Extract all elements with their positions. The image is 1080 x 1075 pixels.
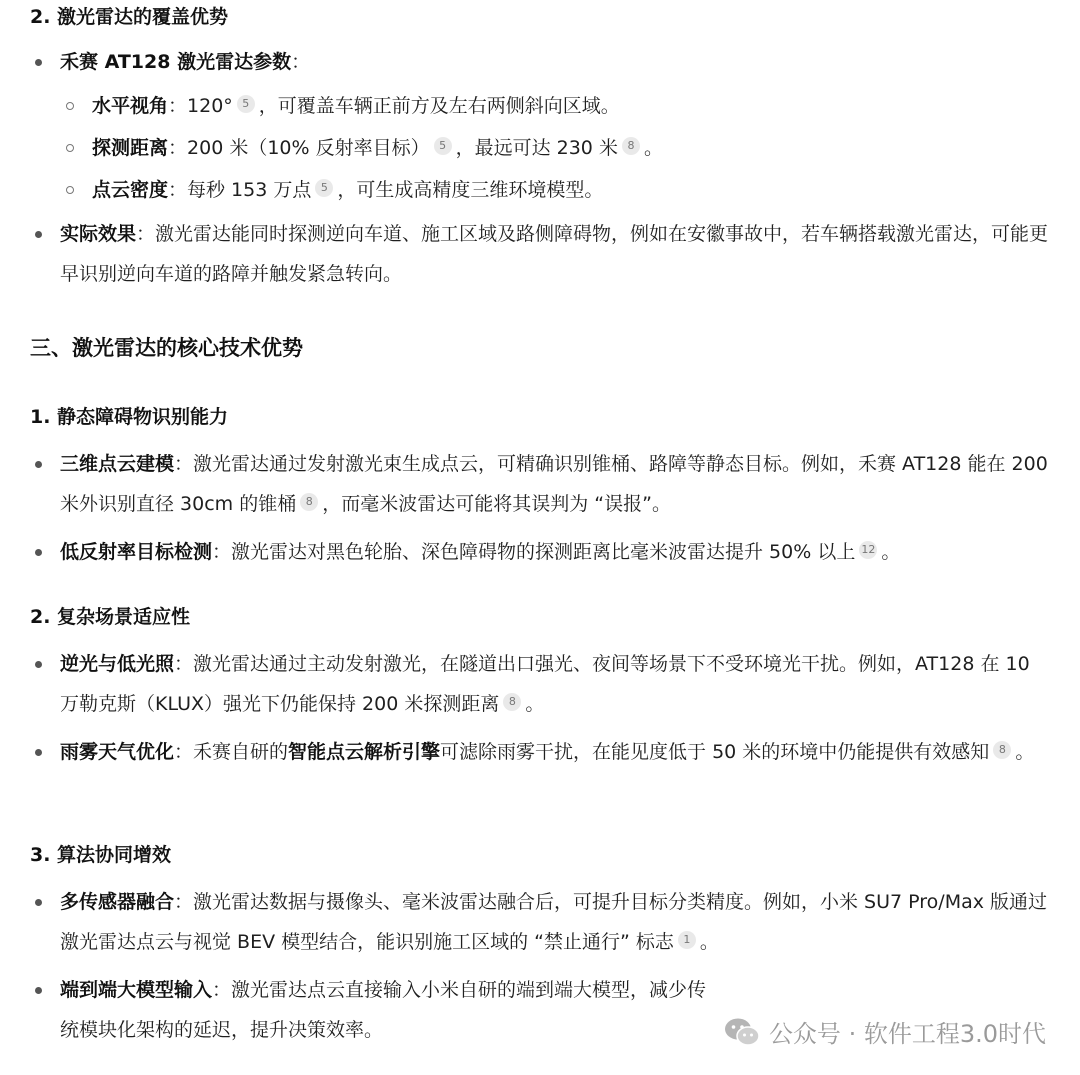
chapter-heading: 三、激光雷达的核心技术优势 xyxy=(30,336,303,360)
item-colon: ： xyxy=(291,51,311,73)
item-text: ：每秒 153 万点 xyxy=(168,179,312,201)
coverage-effect-list xyxy=(30,214,1054,294)
citation-badge[interactable]: 5 xyxy=(434,137,452,155)
item-text: ：激光雷达点云直接输入小米自研的端到端大模型，减少传统模块化架构的延迟，提升决策效率。 xyxy=(60,979,707,1041)
list-item xyxy=(30,444,1054,524)
citation-badge[interactable]: 8 xyxy=(993,741,1011,759)
param-sublist xyxy=(30,86,1054,210)
item-text: 可滤除雨雾干扰，在能见度低于 50 米的环境中仍能提供有效感知 xyxy=(440,741,990,763)
item-text: 。 xyxy=(699,931,719,953)
item-key: 多传感器融合 xyxy=(60,891,175,913)
item-text: ：200 米（10% 反射率目标） xyxy=(168,137,430,159)
citation-badge[interactable]: 8 xyxy=(300,493,318,511)
citation-badge[interactable]: 8 xyxy=(503,693,521,711)
item-text: ：激光雷达通过发射激光束生成点云，可精确识别锥桶、路障等静态目标。例如，禾赛 AT128 能在 200 米外识别直径 30cm 的锥桶 xyxy=(60,453,1048,515)
wechat-icon xyxy=(723,1017,761,1047)
section-heading-coverage: 2. 激光雷达的覆盖优势 xyxy=(30,6,229,28)
item-text: ，而毫米波雷达可能将其误判为 “误报”。 xyxy=(322,493,671,515)
citation-badge[interactable]: 8 xyxy=(622,137,640,155)
item-text: ：禾赛自研的 xyxy=(174,741,289,763)
item-text: ，可覆盖车辆正前方及左右两侧斜向区域。 xyxy=(258,95,620,117)
list-item xyxy=(30,732,1054,772)
list-item xyxy=(30,170,1054,210)
item-key: 低反射率目标检测 xyxy=(60,541,213,563)
item-text: 。 xyxy=(525,693,545,715)
item-key: 三维点云建模 xyxy=(60,453,175,475)
coverage-list xyxy=(30,42,1054,82)
watermark xyxy=(723,1014,1046,1049)
list-item xyxy=(30,42,1054,82)
static-list xyxy=(30,444,1054,572)
item-text: ，可生成高精度三维环境模型。 xyxy=(337,179,604,201)
item-key: 实际效果 xyxy=(60,223,137,245)
list-item xyxy=(30,128,1054,168)
list-item xyxy=(30,86,1054,126)
item-text: ：激光雷达对黑色轮胎、深色障碍物的探测距离比毫米波雷达提升 50% 以上 xyxy=(212,541,856,563)
item-key: 端到端大模型输入 xyxy=(60,979,213,1001)
section-heading-static: 1. 静态障碍物识别能力 xyxy=(30,406,229,428)
item-emphasis: 智能点云解析引擎 xyxy=(288,741,441,763)
item-text: 。 xyxy=(881,541,901,563)
item-text: 。 xyxy=(643,137,663,159)
citation-badge[interactable]: 5 xyxy=(237,95,255,113)
citation-badge[interactable]: 1 xyxy=(678,931,696,949)
item-text: ：激光雷达数据与摄像头、毫米波雷达融合后，可提升目标分类精度。例如，小米 SU7 Pro/Max 版通过激光雷达点云与视觉 BEV 模型结合，能识别施工区域的 “禁止通行” 标志 xyxy=(60,891,1048,953)
section-heading-complex: 2. 复杂场景适应性 xyxy=(30,606,191,628)
item-text: ：120° xyxy=(168,95,233,117)
item-key: 逆光与低光照 xyxy=(60,653,175,675)
item-key: 水平视角 xyxy=(92,95,169,117)
list-item xyxy=(30,532,1054,572)
citation-badge[interactable]: 12 xyxy=(859,541,877,559)
item-text: ，最远可达 230 米 xyxy=(455,137,618,159)
item-key: 点云密度 xyxy=(92,179,169,201)
item-text: 。 xyxy=(1015,741,1035,763)
complex-list xyxy=(30,644,1054,772)
list-item xyxy=(30,214,1054,294)
item-key: 雨雾天气优化 xyxy=(60,741,175,763)
section-heading-algorithm: 3. 算法协同增效 xyxy=(30,844,172,866)
item-text: ：激光雷达能同时探测逆向车道、施工区域及路侧障碍物，例如在安徽事故中，若车辆搭载激光雷达，可能更早识别逆向车道的路障并触发紧急转向。 xyxy=(60,223,1049,285)
item-text: ：激光雷达通过主动发射激光，在隧道出口强光、夜间等场景下不受环境光干扰。例如，AT128 在 10 万勒克斯（KLUX）强光下仍能保持 200 米探测距离 xyxy=(60,653,1030,715)
item-key: 禾赛 AT128 激光雷达参数 xyxy=(60,51,292,73)
citation-badge[interactable]: 5 xyxy=(315,179,333,197)
list-item xyxy=(30,882,1054,962)
list-item xyxy=(30,644,1054,724)
watermark-text: 公众号 · 软件工程3.0时代 xyxy=(768,1020,1046,1048)
item-key: 探测距离 xyxy=(92,137,169,159)
